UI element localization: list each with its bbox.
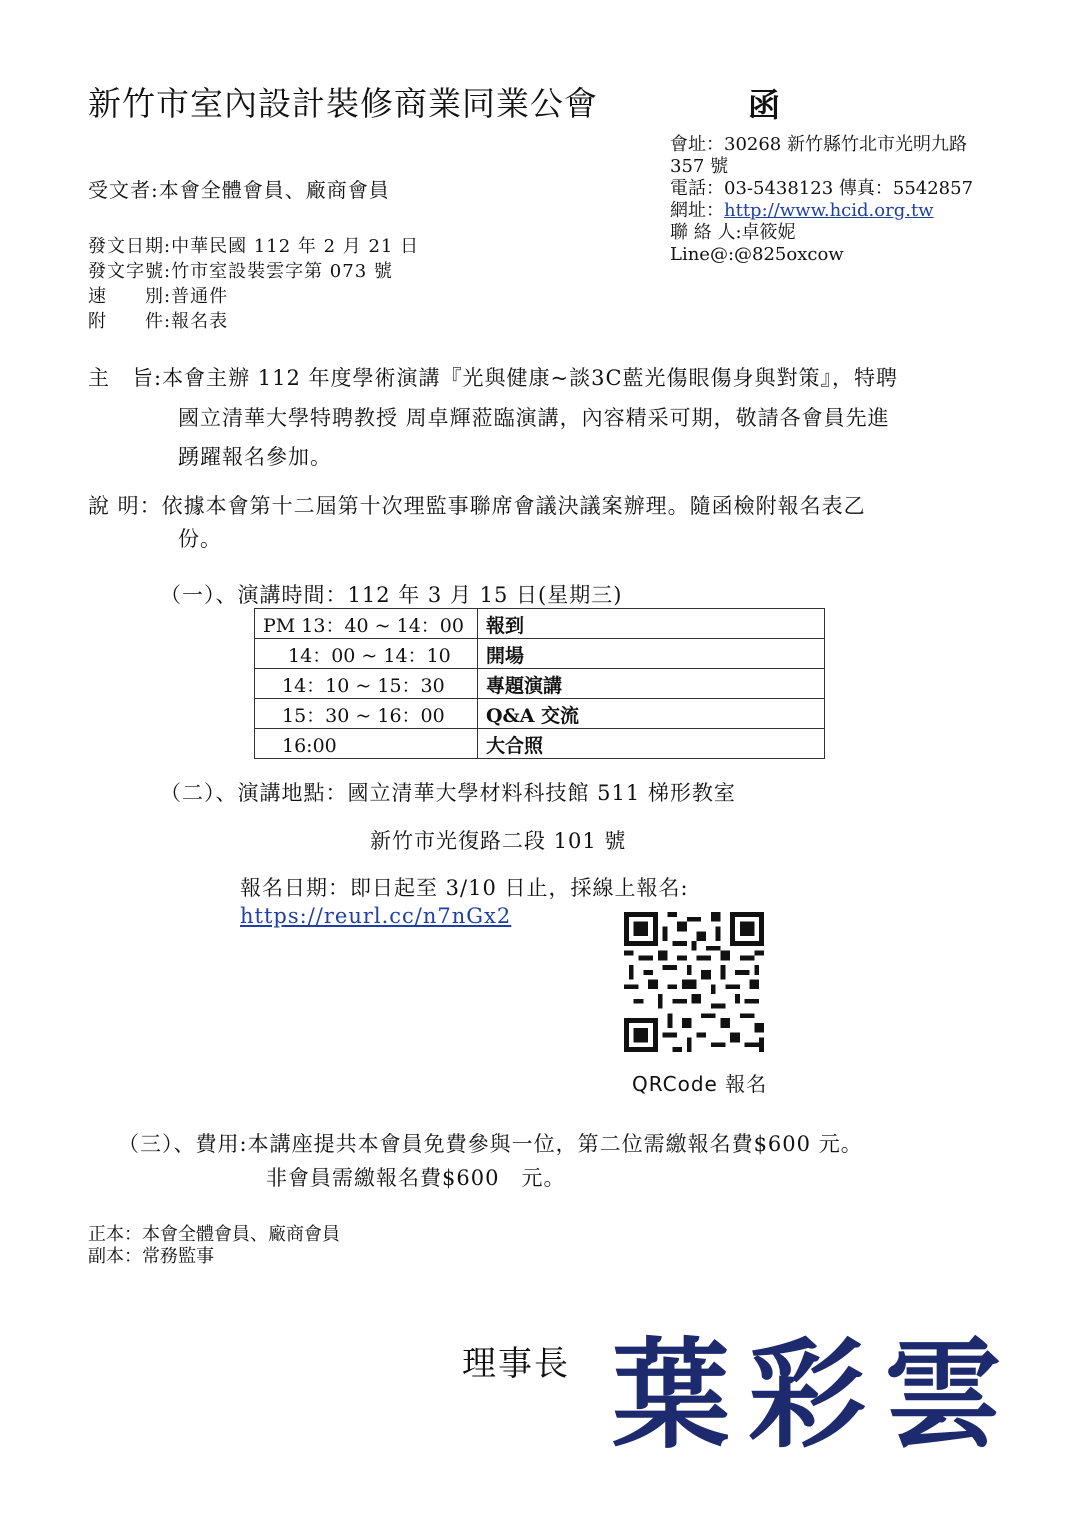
schedule-time: 14：00 ~ 14：10	[255, 639, 478, 669]
explanation-line-2: 份。	[178, 527, 222, 551]
registration-period: 報名日期：即日起至 3/10 日止，採線上報名:	[240, 876, 689, 900]
chairperson-title: 理事長	[462, 1344, 570, 1384]
section-3-line-2: 非會員需繳報名費$600 元。	[266, 1166, 566, 1190]
phone-fax: 電話：03-5438123 傳真：5542857	[670, 178, 974, 199]
address-line-2: 357 號	[670, 156, 729, 177]
section-3-line-1: （三）、費用:本講座提共本會員免費參與一位，第二位需繳報名費$600 元。	[118, 1132, 863, 1156]
qr-code-icon[interactable]	[624, 912, 764, 1052]
document-number: 發文字號:竹市室設裝雲字第 073 號	[88, 261, 393, 282]
schedule-event: 報到	[478, 609, 825, 639]
table-row	[255, 609, 825, 639]
website-label: 網址：	[670, 200, 724, 221]
explanation-line-1: 說 明：依據本會第十二屆第十次理監事聯席會議決議案辦理。隨函檢附報名表乙	[88, 494, 866, 518]
copies-block	[88, 1224, 340, 1268]
schedule-time: PM 13：40 ~ 14：00	[255, 609, 478, 639]
org-title: 新竹市室內設計裝修商業同業公會	[88, 84, 598, 123]
document-meta	[88, 234, 419, 334]
schedule-time: 16:00	[255, 729, 478, 759]
website-row	[670, 200, 973, 222]
original-recipients: 正本：本會全體會員、廠商會員	[88, 1224, 340, 1245]
table-row	[255, 729, 825, 759]
schedule-event: Q&A 交流	[478, 699, 825, 729]
section-1-heading: （一）、演講時間：112 年 3 月 15 日(星期三)	[160, 583, 623, 607]
schedule-time: 14：10 ~ 15：30	[255, 669, 478, 699]
venue-address: 新竹市光復路二段 101 號	[370, 829, 627, 853]
subject-line-1: 主 旨:本會主辦 112 年度學術演講『光與健康~談3C藍光傷眼傷身與對策』，特聘	[88, 366, 899, 390]
schedule-event: 開場	[478, 639, 825, 669]
schedule-event: 專題演講	[478, 669, 825, 699]
recipient: 受文者:本會全體會員、廠商會員	[88, 178, 390, 202]
subject-line-3: 踴躍報名參加。	[178, 445, 332, 469]
delivery-speed: 速 別:普通件	[88, 286, 229, 307]
table-row	[255, 699, 825, 729]
doc-type-label: 函	[748, 86, 781, 124]
contact-person: 聯 絡 人:卓筱妮	[670, 222, 796, 243]
schedule-table	[254, 608, 825, 759]
attachment: 附 件:報名表	[88, 311, 229, 332]
qr-caption: QRCode 報名	[632, 1072, 768, 1096]
section-2-heading: （二）、演講地點：國立清華大學材料科技館 511 梯形教室	[160, 781, 736, 805]
line-id: Line@:@825oxcow	[670, 244, 844, 265]
contact-block	[670, 134, 973, 266]
chairperson-signature: 葉彩雲	[612, 1325, 1021, 1464]
subject-line-2: 國立清華大學特聘教授 周卓輝蒞臨演講，內容精采可期，敬請各會員先進	[178, 406, 890, 430]
table-row	[255, 639, 825, 669]
registration-link[interactable]: https://reurl.cc/n7nGx2	[240, 904, 512, 928]
copy-recipients: 副本：常務監事	[88, 1246, 214, 1267]
schedule-event: 大合照	[478, 729, 825, 759]
issue-date: 發文日期:中華民國 112 年 2 月 21 日	[88, 236, 420, 257]
table-row	[255, 669, 825, 699]
schedule-time: 15：30 ~ 16：00	[255, 699, 478, 729]
address-line-1: 會址：30268 新竹縣竹北市光明九路	[670, 134, 967, 155]
website-link[interactable]: http://www.hcid.org.tw	[724, 200, 934, 221]
